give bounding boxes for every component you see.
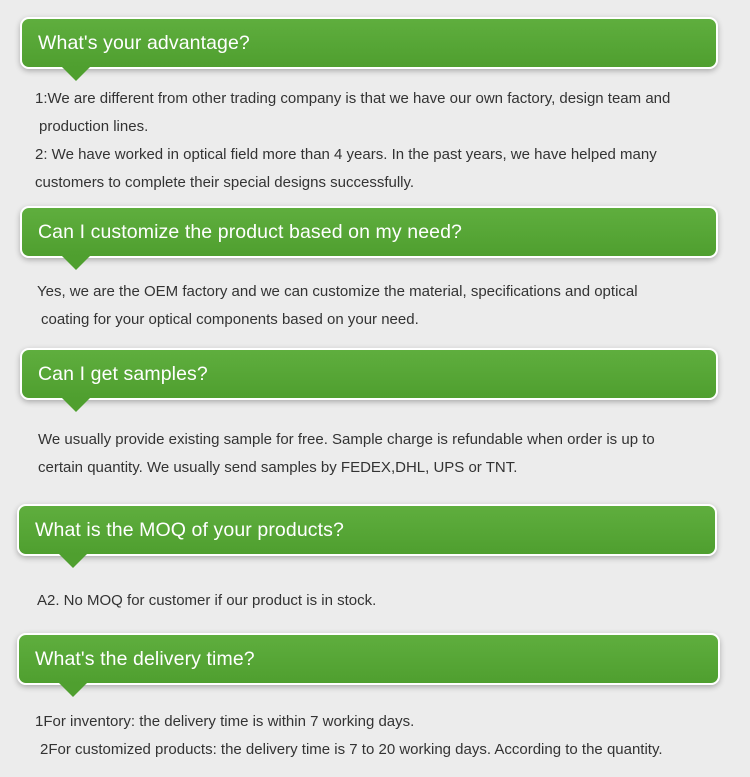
faq-question-box	[17, 504, 717, 556]
faq-question-text: Can I get samples?	[38, 362, 208, 385]
faq-question-box	[20, 348, 718, 400]
faq-answer-line: customers to complete their special designs successfully.	[35, 174, 415, 191]
faq-answer-line: coating for your optical components based on your need.	[41, 311, 419, 328]
faq-question-text: What's your advantage?	[38, 31, 250, 54]
faq-answer-line: Yes, we are the OEM factory and we can customize the material, specifications and optical	[37, 283, 638, 300]
faq-question-text: What's the delivery time?	[35, 647, 255, 670]
faq-question-box	[20, 17, 718, 69]
faq-answer-line: production lines.	[39, 118, 149, 135]
faq-question-box	[17, 633, 720, 685]
faq-answer-line: 1:We are different from other trading company is that we have our own factory, design team and	[35, 90, 671, 107]
faq-question-box	[20, 206, 718, 258]
faq-answer-line: A2. No MOQ for customer if our product is in stock.	[37, 592, 377, 609]
faq-answer-line: certain quantity. We usually send samples by FEDEX,DHL, UPS or TNT.	[38, 459, 518, 476]
faq-answer-line: 2: We have worked in optical field more than 4 years. In the past years, we have helped many	[35, 146, 657, 163]
faq-answer-line: We usually provide existing sample for free. Sample charge is refundable when order is up to	[38, 431, 655, 448]
faq-answer-line: 2For customized products: the delivery time is 7 to 20 working days. According to the quantity.	[40, 741, 663, 758]
faq-question-text: Can I customize the product based on my need?	[38, 220, 462, 243]
faq-answer-line: 1For inventory: the delivery time is within 7 working days.	[35, 713, 415, 730]
faq-question-text: What is the MOQ of your products?	[35, 518, 344, 541]
